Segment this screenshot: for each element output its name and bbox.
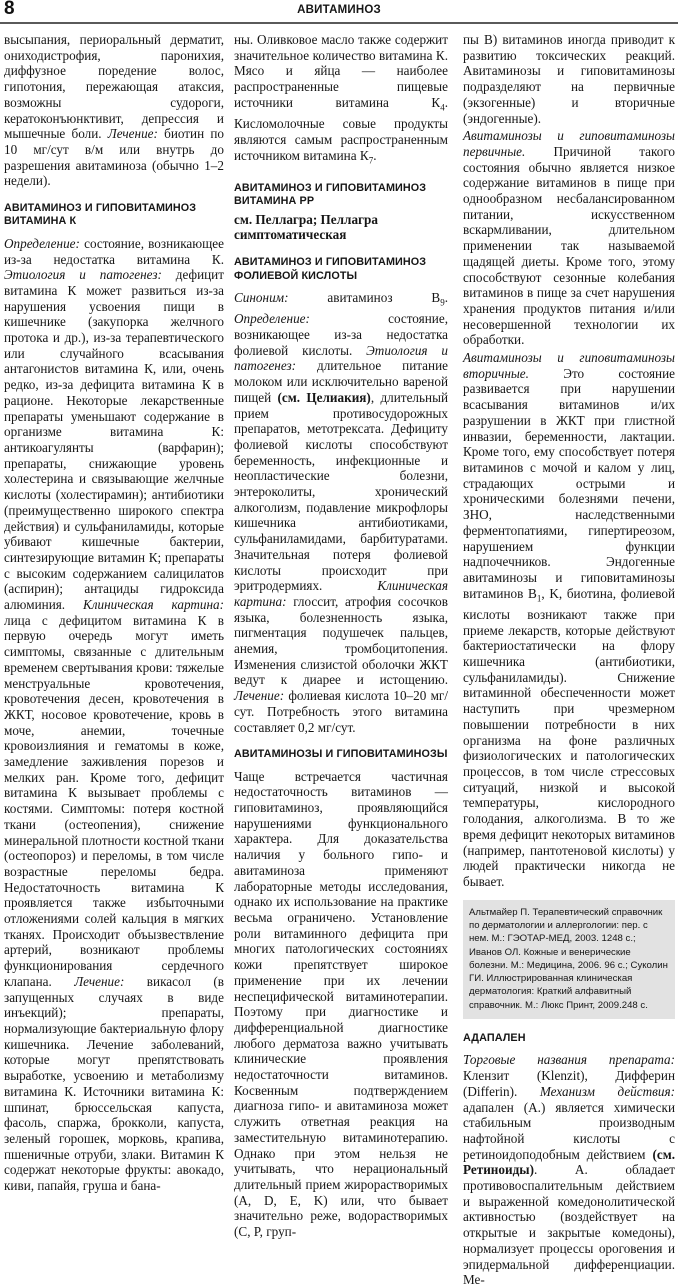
running-title: АВИТАМИНОЗ xyxy=(297,4,381,16)
column-2 xyxy=(234,32,448,1240)
avitaminosis-cont: пы B) витаминов иногда приводит к развитию токсических реакций. Авитаминозы и гиповитаминозы подразделяют на первичные (экзогенные) и вторичные (эндогенные). xyxy=(463,32,675,126)
page-header xyxy=(0,0,678,24)
avitaminosis-paragraph: Чаще встречается частичная недостаточность витаминов — гиповитаминоз, проявляющийся нарушениями функционального характера. Для доказательства наличия у больного гипо- и авитаминоза применяют лабораторные методы исследования, однако их использование на практике весьма ограничено. Установление роли витаминного дефицита при многих патологических состояниях кожи препятствует широкое применение при их лечении неспецифической витаминотерапии. Поэтому при диагностике и дифференциальной диагностике любого дерматоза важно учитывать клинические проявления недостаточности витаминов. Косвенным подтверждением диагноза гипо- и авитаминоза может служить ответная реакция на заместительную витаминотерапию. Однако при этом нельзя не учитывать, что нерациональный длительный прием жирорастворимых (A, D, E, K) или, что бывает значительно реже, водорастворимых (C, P, груп- xyxy=(234,768,448,1240)
adapalene-paragraph: Торговые названия препарата: Клензит (Klenzit), Дифферин (Differin). Механизм действия: адапален (А.) является химически стабильным производным нафтойной кислоты с ретиноидоподобным действием (см. Ретиноиды). А. обладает противовоспалительным действием и выраженной комедонолитической активностью (воздействует на открытые и закрытые комедоны), нормализует процессы ороговения и эпидермальной дифференциации. Ме- xyxy=(463,1052,676,1288)
biotin-paragraph: высыпания, периоральный дерматит, ониходистрофия, паронихия, диффузное поредение волос, гипотония, пережающая атаксия, возможны судороги, кератоконъюнктивит, депрессия и мышечные боли. Лечение: биотин по 10 мг/сут в/м или внутрь до разрешения авитаминоза (обычно 1–2 недели). xyxy=(4,32,225,189)
page-number: 8 xyxy=(4,0,15,19)
vitamin-k-sources-cont: ны. Оливковое масло также содержит значительное количество витамина К. Мясо и яйца — наиболее распространенные пищевые источники витамина $К_4$. Кисломолочные совые продукты являются самым распространенным источником витамина $К_7$. xyxy=(234,32,448,166)
column-1 xyxy=(4,32,225,1194)
heading-vitamin-k: АВИТАМИНОЗ И ГИПОВИТАМИНОЗ ВИТАМИНА К xyxy=(4,202,197,228)
heading-folic-acid: АВИТАМИНОЗ И ГИПОВИТАМИНОЗ ФОЛИЕВОЙ КИСЛОТЫ xyxy=(234,256,427,282)
vitamin-pp-see-also[interactable]: см. Пеллагра; Пеллагра симптоматическая xyxy=(234,211,378,243)
celiac-link[interactable]: (см. Целиакия) xyxy=(277,389,371,405)
header-rule xyxy=(0,22,678,24)
secondary-avitaminosis: Авитаминозы и гиповитаминозы вторичные. Это состояние развивается при нарушении всасывания витаминов и/их разрушении в ЖКТ при глистной инвазии, беременности, лактации. Кроме того, ему способствует потеря витаминов с мочой и калом у лиц, страдающих острыми и хроническими болезнями печени, ЗНО, наследственными ферментопатиями, гипертиреозом, нарушением функции надпочечников. Эндогенные авитаминозы и гиповитаминозы витаминов $B_1$, K, биотина, фолиевой кислоты возникают также при приеме лекарств, которые действуют бактериостатически на флору кишечника (антибиотики, сульфаниламиды). Снижение витаминной обеспеченности может наступить при чрезмерном повышении потребности в них организма на фоне различных физиологических и патологических процессов, в том числе стрессовых ситуаций, низкой и высокой температуры, кислородного голодания, алкоголизма. В то же время дефицит некоторых витаминов (например, пантотеновой кислоты) у людей практически никогда не бывает. xyxy=(463,350,676,889)
heading-avitaminosis: АВИТАМИНОЗЫ И ГИПОВИТАМИНОЗЫ xyxy=(234,748,448,761)
vitamin-k-definition: Определение: состояние, возникающее из-за недостатка витамина К. Этиология и патогенез: дефицит витамина К может развиться из-за нарушения усвоения пищи в кишечнике (закупорка желчного протока и др.), из-за терапевтического или случайного всасывания антагонистов витамина К, или, очень редко, из-за дефицита витамина К в рационе. Некоторые лекарственные препараты уменьшают содержание в организме витамина К: антикоагулянты (варфарин); препараты, снижающие уровень холестерина и связывающие желчные кислоты (холестирамин); антибиотики (преимущественно широкого спектра действия) и сульфаниламиды, которые убивают кишечные бактерии, синтезирующие витамин К; препараты с высоким содержанием салицилатов (аспирин); антациды гидроксида алюминия. Клиническая картина: лица с дефицитом витамина К в первую очередь могут иметь симптомы, связанные с длительным временем свертывания крови: тяжелые менструальные кровотечения, кровотечения десен, кровотечения в ЖКТ, носовое кровотечение, кровь в моче, анемии, точечные кровоизлияния и гематомы в коже, замедление заживления порезов и мелких ран. Кроме того, дефицит витамина К вызывает проблемы с костями. Симптомы: потеря костной ткани (остеопения), снижение минеральной плотности костной ткани (остеопороз) и переломы, в том числе возрастные переломы бедра. Недостаточность витамина К проявляется также избыточными отложениями солей кальция в мягких тканях. Происходит объызвествление артерий, возникают проблемы функционирования сердечного клапана. Лечение: викасол (в запущенных случаях в виде инъекций); препараты, нормализующие бактериальную флору кишечника. Лечение заболеваний, которые могут препятствовать выработке, усвоению и метаболизму витамина К. Источники витамина К: шпинат, брюссельская капуста, фасоль, спаржа, брокколи, капуста, зеленый горошек, морковь, крапива, пшеничные отруби, злаки. Витамин К содержат некоторые фрукты: авокадо, киви, папайя, груша и бана- xyxy=(4,235,225,1194)
heading-vitamin-pp: АВИТАМИНОЗ И ГИПОВИТАМИНОЗ ВИТАМИНА РР xyxy=(234,181,427,208)
references-box: Альтмайер П. Терапевтический справочник по дерматологии и аллергологии: пер. с нем. М.: ГЭОТАР-МЕД, 2003. 1248 с.; Иванов ОЛ. Кожные и венерические болезни. М.: Медицина, 2006. 96 с.; Суколин ГИ. Иллюстрированная клиническая дерматология: Краткий алфавитный справочник. М.: Люкс Принт, 2009.248 с. xyxy=(463,900,675,1019)
primary-avitaminosis: Авитаминозы и гиповитаминозы первичные. Причиной такого состояния обычно является низкое содержание витаминов в пище при однообразном несбалансированном питании, искусственном вскармливании, длительном применении так называемой щадящей диеты. Кроме того, этому способствуют сезонные колебания витаминов в пище за счет нарушения хранения продуктов питания и/или несовершенной технологии их обработки. xyxy=(463,128,676,348)
column-3 xyxy=(463,32,676,1288)
folic-acid-paragraph: Синоним: авитаминоз $B_9$. Определение: состояние, возникающее из-за недостатка фолиевой кислоты. Этиология и патогенез: длительное питание молоком или исключительно вареной пищей (см. Целиакия), длительный прием противосудорожных препаратов, метотрексата. Дефициту фолиевой кислоты способствуют беременность, инфекционные и неопластические болезни, энтероколиты, хронический алкоголизм, подавление микрофлоры кишечника антибиотиками, сульфаниламидами, барбитуратами. Значительная потеря фолиевой кислоты происходит при эритродермиях. Клиническая картина: глоссит, атрофия сосочков языка, болезненность языка, пигментация подушечек пальцев, анемия, тромбоцитопения. Изменения слизистой оболочки ЖКТ ведут к диарее и истощению. Лечение: фолиевая кислота 10–20 мг/сут. Потребность этого витамина составляет 0,2 мг/сут. xyxy=(234,289,448,735)
retinoids-link[interactable]: (см. Ретиноиды) xyxy=(463,1146,676,1178)
heading-adapalene: АДАПАЛЕН xyxy=(463,1031,526,1044)
